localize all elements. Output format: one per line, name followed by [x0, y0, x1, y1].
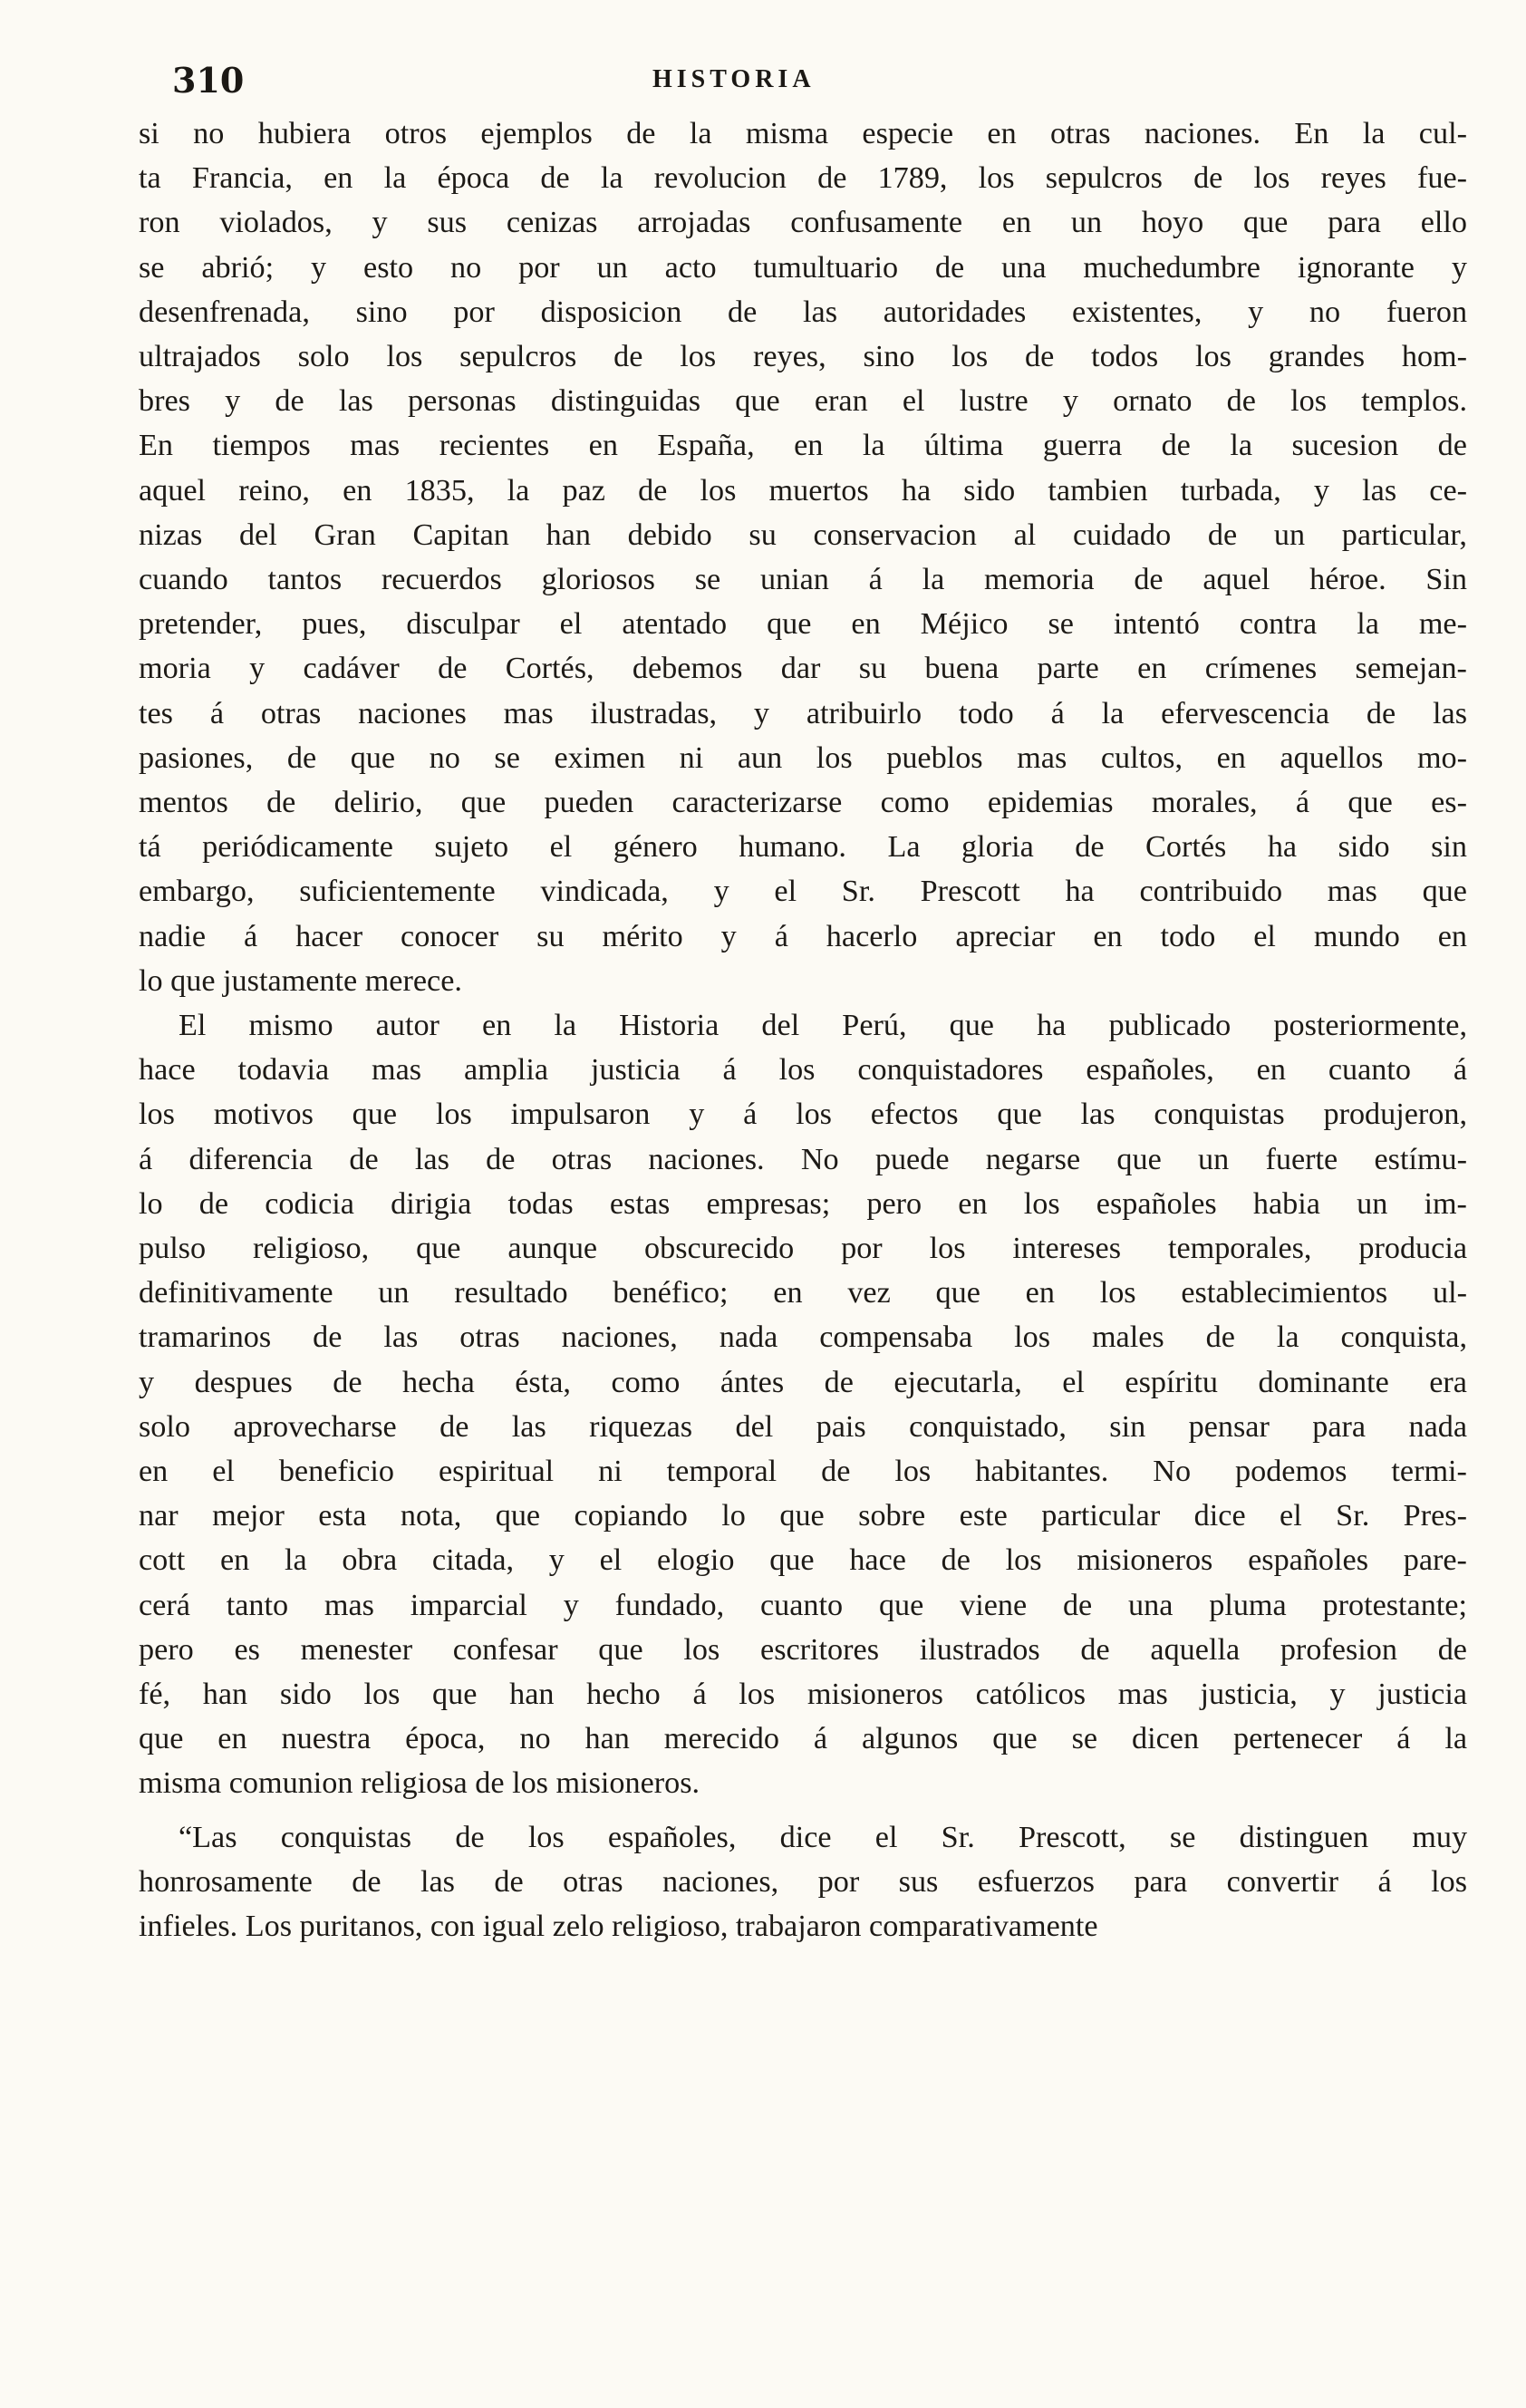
- text-line: si no hubiera otros ejemplos de la misma especie en otras naciones. En la cul-: [139, 117, 1467, 150]
- text-line: bres y de las personas distinguidas que eran el lustre y ornato de los templos.: [139, 384, 1467, 419]
- text-line: infieles. Los puritanos, con igual zelo religioso, trabajaron comparativamente: [139, 1910, 1098, 1943]
- text-line: pulso religioso, que aunque obscurecido por los intereses temporales, producia: [139, 1232, 1468, 1265]
- text-line: honrosamente de las de otras naciones, por sus esfuerzos para convertir á los: [139, 1864, 1468, 1899]
- text-line: hace todavia mas amplia justicia á los conquistadores españoles, en cuanto á: [139, 1053, 1468, 1088]
- text-line: ultrajados solo los sepulcros de los reyes, sino los de todos los grandes hom-: [139, 340, 1468, 373]
- text-line: los motivos que los impulsaron y á los efectos que las conquistas produjeron,: [139, 1098, 1468, 1132]
- text-line: moria y cadáver de Cortés, debemos dar su buena parte en crímenes semejan-: [139, 652, 1467, 686]
- body-text: [139, 112, 1467, 2360]
- text-line: á diferencia de las de otras naciones. No puede negarse que un fuerte estímu-: [139, 1142, 1468, 1176]
- text-line: tramarinos de las otras naciones, nada compensaba los males de la conquista,: [139, 1320, 1468, 1355]
- text-line: cott en la obra citada, y el elogio que hace de los misioneros españoles pare-: [139, 1543, 1467, 1578]
- text-line: tes á otras naciones mas ilustradas, y atribuirlo todo á la efervescencia de las: [139, 696, 1468, 730]
- text-line: definitivamente un resultado benéfico; en vez que en los establecimientos ul-: [139, 1276, 1467, 1310]
- text-line: En tiempos mas recientes en España, en la última guerra de la sucesion de: [139, 429, 1467, 463]
- text-line: embargo, suficientemente vindicada, y el Sr. Prescott ha contribuido mas que: [139, 875, 1467, 909]
- text-line: nar mejor esta nota, que copiando lo que sobre este particular dice el Sr. Pres-: [139, 1499, 1467, 1533]
- text-line: nizas del Gran Capitan han debido su conservacion al cuidado de un particular,: [139, 517, 1467, 552]
- text-line: misma comunion religiosa de los misioneros.: [139, 1766, 700, 1801]
- text-line: El mismo autor en la Historia del Perú, que ha publicado posteriormente,: [179, 1009, 1467, 1042]
- text-line: lo de codicia dirigia todas estas empresas; pero en los españoles habia un im-: [139, 1186, 1467, 1221]
- text-line: solo aprovecharse de las riquezas del pais conquistado, sin pensar para nada: [139, 1409, 1468, 1444]
- text-line: ron violados, y sus cenizas arrojadas confusamente en un hoyo que para ello: [139, 206, 1467, 240]
- text-line: se abrió; y esto no por un acto tumultuario de una muchedumbre ignorante y: [139, 250, 1467, 285]
- text-line: desenfrenada, sino por disposicion de las autoridades existentes, y no fueron: [139, 295, 1468, 329]
- text-line: que en nuestra época, no han merecido á algunos que se dicen pertenecer á la: [139, 1722, 1468, 1756]
- text-line: cuando tantos recuerdos gloriosos se unian á la memoria de aquel héroe. Sin: [139, 563, 1467, 596]
- text-line: mentos de delirio, que pueden caracterizarse como epidemias morales, á que es-: [139, 786, 1467, 819]
- running-title: HISTORIA: [652, 65, 816, 93]
- text-line: pretender, pues, disculpar el atentado que en Méjico se intentó contra la me-: [139, 607, 1467, 642]
- text-line: lo que justamente merece.: [139, 963, 462, 998]
- text-line: pasiones, de que no se eximen ni aun los pueblos mas cultos, en aquellos mo-: [139, 740, 1468, 775]
- text-line: pero es menester confesar que los escritores ilustrados de aquella profesion de: [139, 1632, 1467, 1667]
- text-line: aquel reino, en 1835, la paz de los muertos ha sido tambien turbada, y las ce-: [139, 473, 1468, 508]
- text-line: “Las conquistas de los españoles, dice el Sr. Prescott, se distinguen muy: [179, 1820, 1468, 1854]
- text-line: cerá tanto mas imparcial y fundado, cuanto que viene de una pluma protestante;: [139, 1588, 1467, 1622]
- text-line: y despues de hecha ésta, como ántes de ejecutarla, el espíritu dominante era: [139, 1365, 1467, 1399]
- text-line: tá periódicamente sujeto el género humano. La gloria de Cortés ha sido sin: [139, 830, 1467, 865]
- text-line: ta Francia, en la época de la revolucion de 1789, los sepulcros de los reyes fue-: [139, 161, 1468, 196]
- text-line: fé, han sido los que han hecho á los misioneros católicos mas justicia, y justicia: [139, 1678, 1467, 1711]
- text-line: en el beneficio espiritual ni temporal de los habitantes. No podemos termi-: [139, 1455, 1467, 1488]
- running-head: [172, 60, 1468, 114]
- text-line: nadie á hacer conocer su mérito y á hacerlo apreciar en todo el mundo en: [139, 919, 1468, 953]
- page-number: 310: [172, 60, 245, 101]
